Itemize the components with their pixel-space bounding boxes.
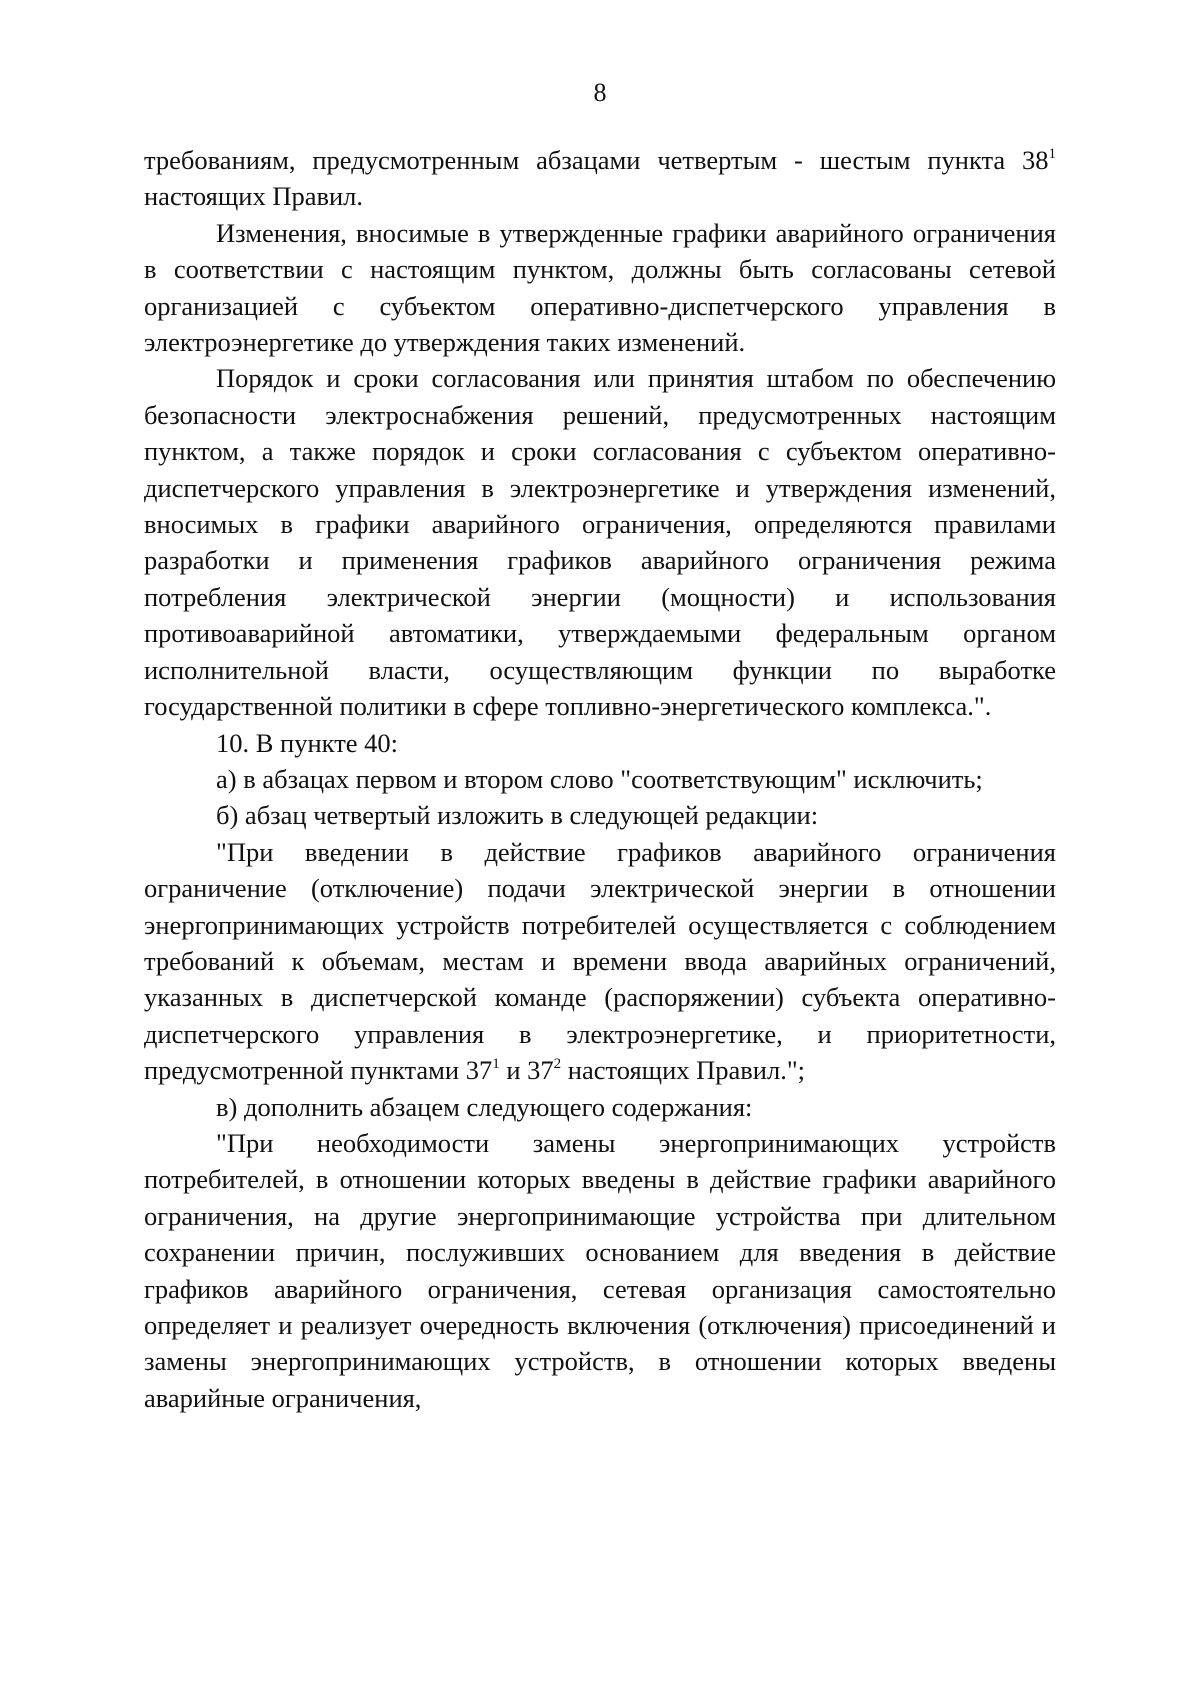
superscript: 2 [553, 1056, 562, 1073]
superscript: 1 [1048, 146, 1056, 162]
paragraph-quoted-restriction [144, 834, 1056, 1089]
paragraph-changes-approval: Изменения, вносимые в утвержденные графики аварийного ограничения в соответствии с настоящим пунктом, должны быть согласованы сетевой организацией с субъектом оперативно-диспетчерского управления в электроэнергетике до утверждения таких изменений. [144, 217, 1056, 358]
paragraph-continuation [144, 142, 1056, 215]
document-body [144, 142, 1056, 1416]
paragraph-subitem-b: б) абзац четвертый изложить в следующей редакции: [216, 800, 819, 831]
superscript: 1 [492, 1056, 500, 1073]
paragraph-approval-procedure: Порядок и сроки согласования или принятия штабом по обеспечению безопасности электроснабжения решений, предусмотренных настоящим пунктом, а также порядок и сроки согласования с субъектом оперативно-диспетчерского управления в электроэнергетике и утверждения изменений, вносимых в графики аварийного ограничения, определяются правилами разработки и применения графиков аварийного ограничения режима потребления электрической энергии (мощности) и использования противоаварийной автоматики, утверждаемыми федеральным органом исполнительной власти, осуществляющим функции по выработке государственной политики в сфере топливно-энергетического комплекса.". [144, 363, 1056, 722]
paragraph-subitem-v: в) дополнить абзацем следующего содержания: [216, 1091, 753, 1122]
page-number: 8 [593, 78, 607, 107]
text-segment: настоящих Правил. [144, 181, 364, 212]
paragraph-item-10: 10. В пункте 40: [216, 727, 399, 758]
text-segment: "При введении в действие графиков аварийного ограничения ограничение (отключение) подачи электрической энергии в отношении энергопринимающих устройств потребителей осуществляется с соблюдением требований к объемам, местам и времени ввода аварийных ограничений, указанных в диспетчерской команде (распоряжении) субъекта оперативно-диспетчерского управления в электроэнергетике, и приоритетности, предусмотренной пунктами 37 [144, 836, 1056, 1086]
paragraph-quoted-replacement: "При необходимости замены энергопринимающих устройств потребителей, в отношении которых введены в действие графики аварийного ограничения, на другие энергопринимающие устройства при длительном сохранении причин, послуживших основанием для введения в действие графиков аварийного ограничения, сетевая организация самостоятельно определяет и реализует очередность включения (отключения) присоединений и замены энергопринимающих устройств, в отношении которых введены аварийные ограничения, [144, 1127, 1056, 1413]
text-segment: и 37 [499, 1055, 554, 1086]
text-segment: настоящих Правил."; [561, 1055, 806, 1086]
paragraph-subitem-a: а) в абзацах первом и втором слово "соответствующим" исключить; [216, 763, 983, 794]
text-segment: требованиям, предусмотренным абзацами четвертым - шестым пункта 38 [144, 145, 1049, 175]
